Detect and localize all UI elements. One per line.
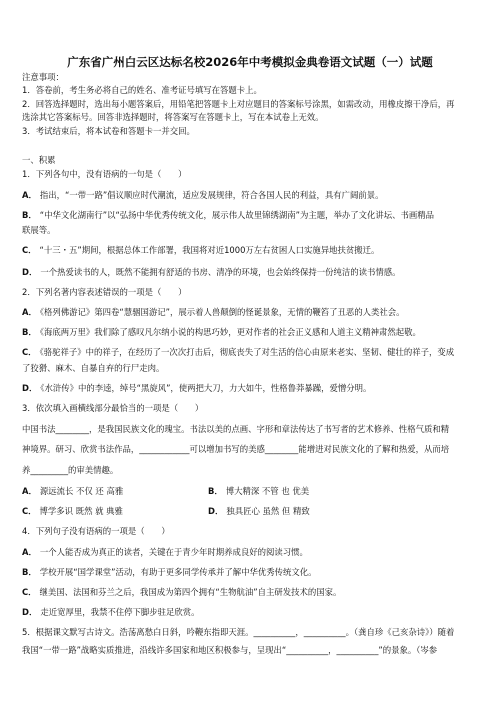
q1-option-b-cont: 联展等。 <box>22 225 56 235</box>
option-letter: D． <box>22 383 38 393</box>
option-text: “中华文化湖南行”以“弘扬中华优秀传统文化，展示伟人故里锦绣湖南”为主题，举办了文化讲坛、书画精品 <box>39 210 434 220</box>
option-letter: B． <box>22 327 37 337</box>
q4-stem: 4．下列句子没有语病的一项是（ ） <box>22 526 170 536</box>
q5-line-1: 5．根据课文默写古诗文。浩荡离愁白日斜，吟鞭东指即天涯。__________，__________。（龚自珍《己亥杂诗》）随着 <box>22 627 455 637</box>
option-letter: D． <box>22 267 38 277</box>
q3-option-b <box>208 486 309 497</box>
q1-option-a <box>22 190 384 201</box>
option-text: 指出，“一带一路”倡议顺应时代潮流，适应发展规律，符合各国人民的利益，具有广阔前景。 <box>39 190 384 200</box>
q2-stem: 2．下列名著内容表述错误的一项是（ ） <box>22 287 187 297</box>
option-letter: B． <box>22 210 37 220</box>
option-letter: A． <box>22 547 37 557</box>
q4-option-d <box>22 607 199 618</box>
section-heading: 一、积累 <box>22 155 56 165</box>
q3-stem: 3．依次填入画横线部分最恰当的一项是（ ） <box>22 403 204 413</box>
option-letter: C． <box>22 506 37 516</box>
option-text: 一个人能否成为真正的读者，关键在于青少年时期养成良好的阅读习惯。 <box>39 547 308 557</box>
option-text: 源远流长 不仅 还 高雅 <box>39 486 124 496</box>
option-letter: B． <box>208 486 223 496</box>
option-text: 走近宽厚里，我禁不住停下脚步驻足欣赏。 <box>40 607 200 617</box>
q3-passage-3: 养_________的审美情趣。 <box>22 465 119 475</box>
q1-option-d <box>22 267 400 278</box>
q2-option-c-cont: 了狡猾、麻木、自暴自弃的行尸走肉。 <box>22 363 165 373</box>
option-letter: C． <box>22 587 37 597</box>
option-letter: A． <box>22 190 37 200</box>
option-letter: A． <box>22 486 37 496</box>
notice-item-1: 1．答卷前，考生务必将自己的姓名、准考证号填写在答题卡上。 <box>22 85 262 95</box>
notice-item-2-cont: 选涂其它答案标号。回答非选择题时，将答案写在答题卡上，写在本试卷上无效。 <box>22 112 324 122</box>
q3-passage-1: 中国书法________，是我国民族文化的瑰宝。书法以美的点画、字形和章法传达了书写者的艺术修养、性格气质和精 <box>22 424 450 434</box>
q3-option-a <box>22 486 123 497</box>
option-text: 博学多识 既然 就 典雅 <box>39 506 123 516</box>
option-text: 博大精深 不管 也 优美 <box>225 486 310 496</box>
q4-option-c <box>22 587 341 598</box>
q4-option-a <box>22 547 308 558</box>
notice-heading: 注意事项： <box>22 72 64 82</box>
q3-option-c <box>22 506 123 517</box>
option-text: 《水浒传》中的李逵，绰号“黑旋风”，使两把大刀，力大如牛，性格鲁莽暴躁，爱憎分明。 <box>40 383 372 393</box>
q2-option-d <box>22 383 371 394</box>
option-text: 《海底两万里》我们除了感叹凡尔纳小说的构思巧妙，更对作者的社会正义感和人道主义精神肃然起敬。 <box>39 327 421 337</box>
q2-option-a <box>22 307 404 318</box>
q1-stem: 1．下列各句中，没有语病的一句是（ ） <box>22 169 187 179</box>
option-text: 学校开展“国学课堂”活动，有助于更多同学传承并了解中华优秀传统文化。 <box>39 567 317 577</box>
option-letter: A． <box>22 307 37 317</box>
option-letter: C． <box>22 347 37 357</box>
option-letter: B． <box>22 567 37 577</box>
option-text: 《骆驼祥子》中的祥子，在经历了一次次打击后，彻底丧失了对生活的信心由原来老实、坚韧、健壮的祥子，变成 <box>39 347 455 357</box>
option-text: 《格列佛游记》第四卷“慧骃国游记”，展示着人兽颠倒的怪诞景象，无情的鞭笞了丑恶的人类社会。 <box>39 307 405 317</box>
q3-option-d <box>208 506 310 517</box>
q2-option-c <box>22 347 454 358</box>
option-text: 独具匠心 虽然 但 精致 <box>226 506 310 516</box>
notice-item-3: 3．考试结束后，将本试卷和答题卡一并交回。 <box>22 126 195 136</box>
q5-line-2: 我国“一带一路”战略实质推进，沿线许多国家和地区积极参与，呈现出“__________，__________”的景象。（岑参 <box>22 645 438 655</box>
notice-item-2: 2．回答选择题时，选出每小题答案后，用铅笔把答题卡上对应题目的答案标号涂黑，如需改动，用橡皮擦干净后，再 <box>22 99 455 109</box>
option-letter: C． <box>22 245 37 255</box>
option-letter: D． <box>22 607 38 617</box>
q3-passage-2: 神境界。研习、欣赏书法作品，____________可以增加书写的美感________能增进对民族文化的了解和热爱，从而培 <box>22 444 450 454</box>
option-letter: D． <box>208 506 224 516</box>
option-text: 继美国、法国和芬兰之后，我国成为第四个拥有“生物航油”自主研发技术的国家。 <box>39 587 342 597</box>
option-text: “十三・五”期间，根据总体工作部署，我国将对近1000万左右贫困人口实施异地扶贫搬迁。 <box>39 245 380 255</box>
exam-title: 广东省广州白云区达标名校2026年中考模拟金典卷语文试题（一）试题 <box>67 55 433 69</box>
q1-option-c <box>22 245 379 256</box>
q4-option-b <box>22 567 316 578</box>
option-text: 一个热爱读书的人，既然不能拥有舒适的书房、清净的环境，也会始终保持一份纯洁的读书情感。 <box>40 267 401 277</box>
q1-option-b <box>22 210 434 221</box>
q2-option-b <box>22 327 421 338</box>
